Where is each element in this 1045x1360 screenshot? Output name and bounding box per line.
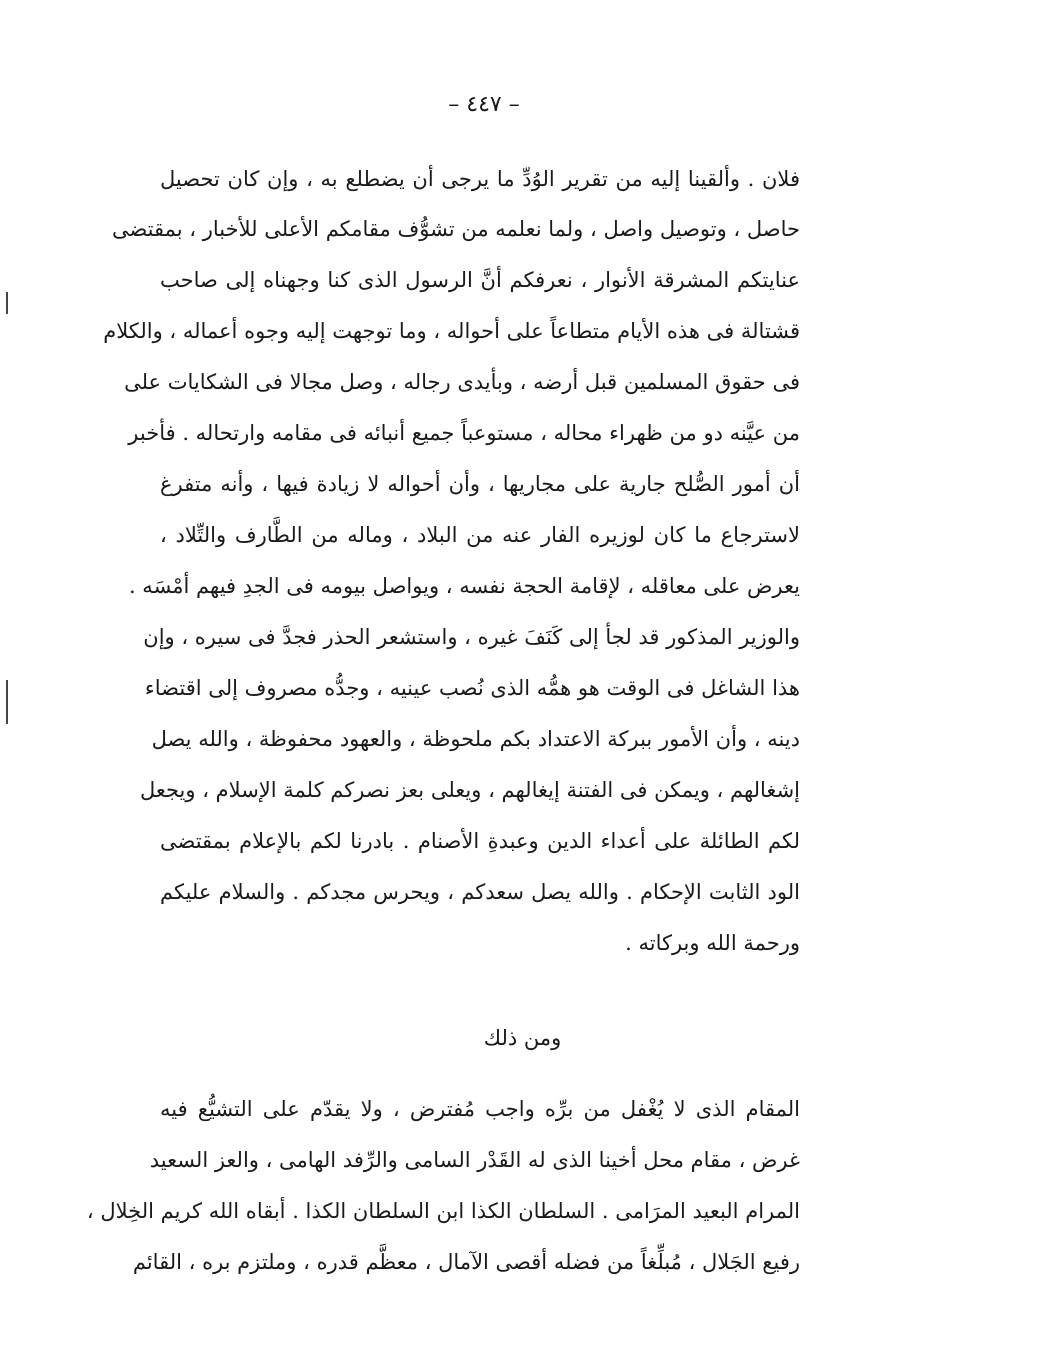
text-line: يعرض على معاقله ، لإقامة الحجة نفسه ، ويواصل بيومه فى الجدِ فيهم أمْسَه .: [128, 574, 800, 598]
text-line: حاصل ، وتوصيل واصل ، ولما نعلمه من تشوُّف مقامكم الأعلى للأخبار ، بمقتضى: [111, 217, 800, 241]
text-line: المرام البعيد المرَامى . السلطان الكذا ابن السلطان الكذا . أبقاه الله كريم الخِلال ،: [86, 1199, 800, 1223]
text-line: قشتالة فى هذه الأيام متطاعاً على أحواله ، وما توجهت إليه وجوه أعماله ، والكلام: [103, 319, 800, 343]
text-line: عنايتكم المشرقة الأنوار ، نعرفكم أنَّ الرسول الذى كنا وجهناه إلى صاحب: [160, 268, 800, 292]
margin-mark: [6, 680, 8, 724]
text-line: أن أمور الصُّلح جارية على مجاريها ، وأن أحواله لا زيادة فيها ، وأنه متفرغ: [160, 472, 800, 496]
section-heading: ومن ذلك: [483, 1026, 562, 1050]
text-line: الود الثابت الإحكام . والله يصل سعدكم ، ويحرس مجدكم . والسلام عليكم: [160, 880, 800, 904]
text-line: المقام الذى لا يُغْفل من برِّه واجب مُفترض ، ولا يقدّم على التشيُّع فيه: [160, 1097, 800, 1121]
text-line: رفيع الجَلال ، مُبلِّغاً من فضله أقصى الآمال ، معظَّم قدره ، وملتزم بره ، القائم: [132, 1250, 800, 1274]
text-line: فلان . وألقينا إليه من تقرير الوُدِّ ما يرجى أن يضطلع به ، وإن كان تحصيل: [160, 167, 800, 191]
text-line: إشغالهم ، ويمكن فى الفتنة إيغالهم ، ويعلى بعز نصركم كلمة الإسلام ، ويجعل: [139, 778, 800, 802]
text-line: لكم الطائلة على أعداء الدين وعبدةِ الأصنام . بادرنا لكم بالإعلام بمقتضى: [160, 829, 800, 853]
text-line: من عيَّنه دو من ظهراء محاله ، مستوعباً جميع أنبائه فى مقامه وارتحاله . فأخبر: [128, 421, 800, 445]
text-line: ورحمة الله وبركاته .: [625, 931, 800, 955]
text-line: فى حقوق المسلمين قبل أرضه ، وبأيدى رجاله ، وصل مجالا فى الشكايات على: [124, 370, 800, 394]
text-line: هذا الشاغل فى الوقت هو همُّه الذى نُصب عينيه ، وجدُّه مصروف إلى اقتضاء: [144, 676, 800, 700]
text-line: دينه ، وأن الأمور ببركة الاعتداد بكم ملحوظة ، والعهود محفوظة ، والله يصل: [151, 727, 800, 751]
text-line: لاسترجاع ما كان لوزيره الفار عنه من البلاد ، وماله من الطَّارف والتِّلاد ،: [160, 523, 800, 547]
text-line: والوزير المذكور قد لجأ إلى كَنَفَ غيره ، واستشعر الحذر فجدَّ فى سيره ، وإن: [143, 625, 800, 649]
margin-mark: [6, 292, 8, 314]
page-number: – ٤٤٧ –: [448, 92, 520, 117]
text-line: غرض ، مقام محل أخينا الذى له القَدْر السامى والرِّفد الهامى ، والعز السعيد: [149, 1148, 800, 1172]
paragraph-1: [103, 155, 800, 975]
paragraph-2: [86, 1085, 800, 1305]
